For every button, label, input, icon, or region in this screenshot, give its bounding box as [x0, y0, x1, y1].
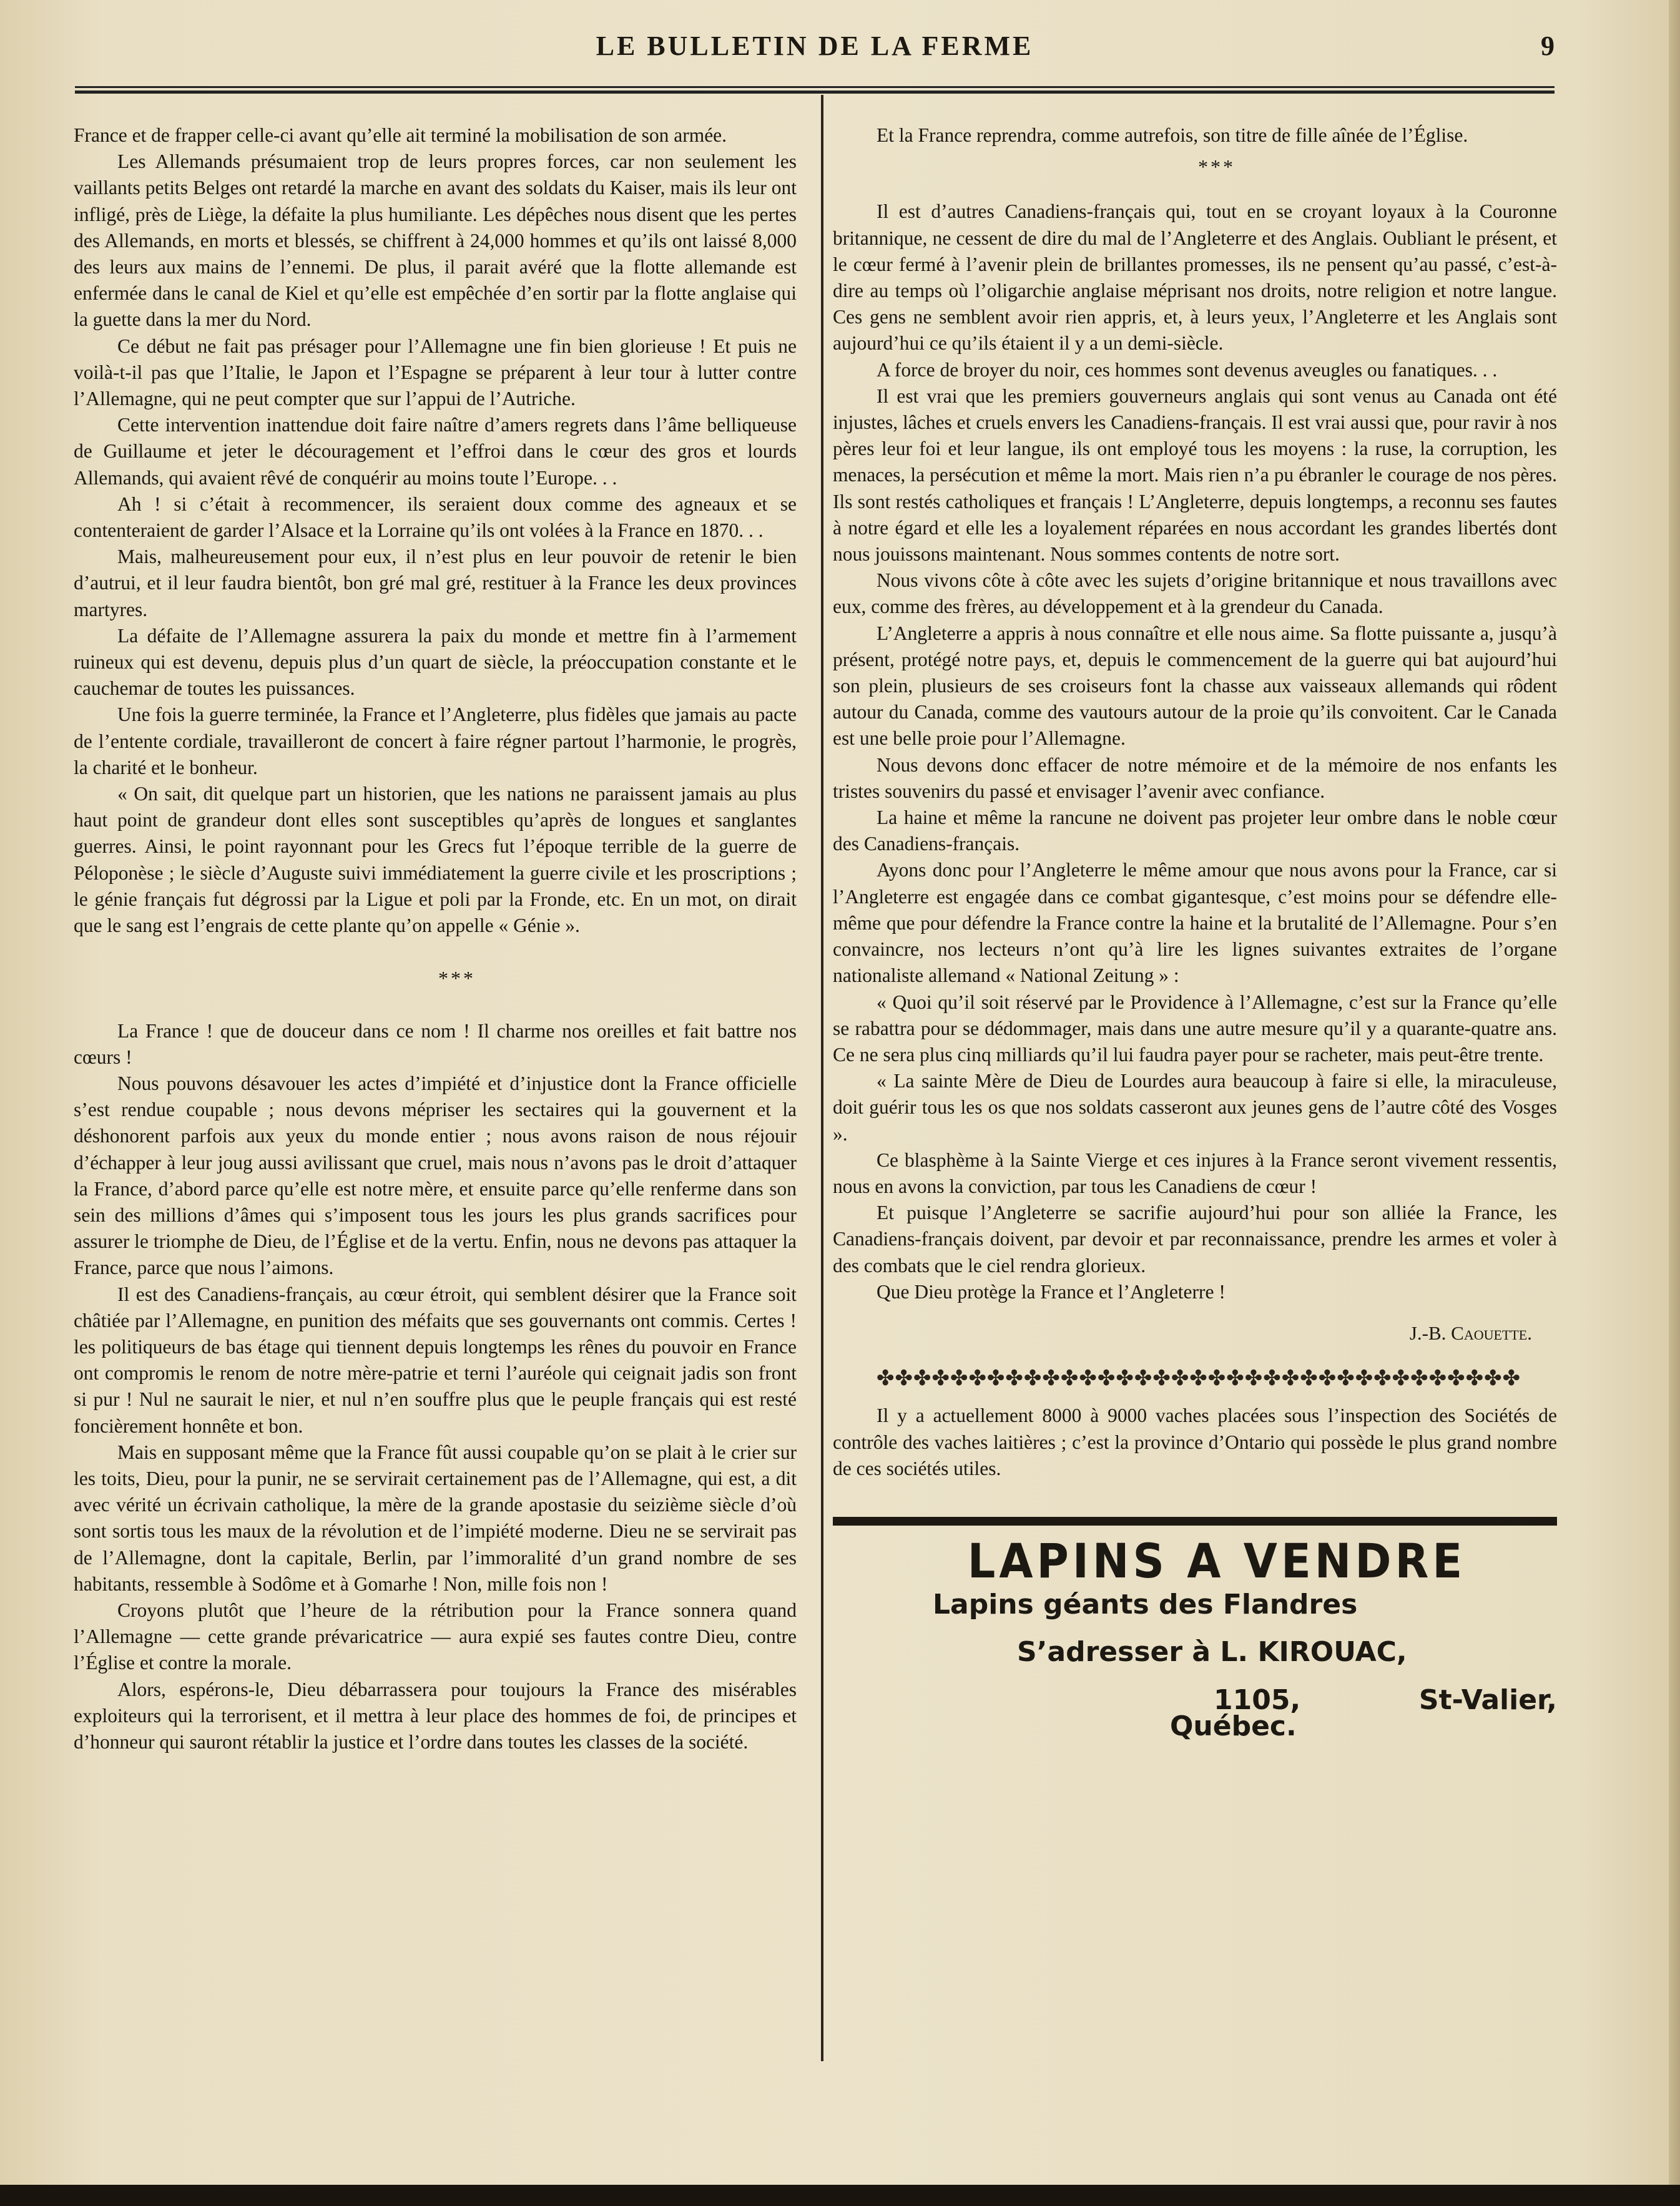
page-bottom-edge [0, 2185, 1680, 2206]
header-rule [75, 86, 1555, 94]
paragraph: Il est vrai que les premiers gouverneurs anglais qui sont venus au Canada ont été injustes, lâches et cruels envers les Canadiens-français. Il est vrai aussi que, pour ravir à nos pères leur foi et leur langue, ils ont employé tous les moyens : la ruse, la corruption, les menaces, la persécution et même la mort. Mais rien n’a pu ébranler le courage de nos pères. Ils sont restés catholiques et français ! L’Angleterre, depuis longtemps, a reconnu ses fautes à notre égard et elle les a loyalement réparées en nous accordant les grandes libertés dont nous jouissons maintenant. Nous sommes contents de notre sort. [833, 385, 1557, 566]
agriculture-note: Il y a actuellement 8000 à 9000 vaches placées sous l’inspection des Sociétés de contrôle des vaches laitières ; c’est la province d’Ontario qui possède le plus grand nombre de ces sociétés utiles. [833, 1404, 1557, 1479]
paragraph: Il est des Canadiens-français, au cœur étroit, qui semblent désirer que la France soit châtiée par l’Allemagne, en punition des méfaits que ses gouvernants ont commis. Certes ! les politiqueurs de bas étage qui tiennent depuis longtemps les rênes du pouvoir en France ont compromis le renom de notre mère-patrie et terni l’auréole qui ceignait jadis son front si pur ! Nul ne saurait le nier, et nul n’en souffre plus que le peuple français qui est resté foncièrement honnête et bon. [74, 1283, 797, 1437]
advertisement-line: 1105, St-Valier, Québec. [1170, 1684, 1557, 1742]
paragraph: L’Angleterre a appris à nous connaître et elle nous aime. Sa flotte puissante a, jusqu’à présent, protégé notre pays, et, depuis le commencement de la guerre qui bat aujourd’hui son plein, plusieurs de ses croiseurs font la chasse aux vaisseaux allemands qui rôdent autour du Canada, comme des vautours autour de la proie qu’ils convoitent. Car le Canada est une belle proie pour l’Allemagne. [833, 622, 1557, 750]
paragraph: Ayons donc pour l’Angleterre le même amour que nous avons pour la France, car si l’Angleterre est engagée dans ce combat gigantesque, c’est moins pour se défendre elle-même que pour défendre la France contre la haine et la brutalité de l’Allemagne. Pour s’en convaincre, nos lecteurs n’ont qu’à lire les lignes suivantes extraites de l’organe nationaliste allemand « National Zeitung » : [833, 859, 1557, 987]
paragraph: Ah ! si c’était à recommencer, ils seraient doux comme des agneaux et se contenteraient de garder l’Alsace et la Lorraine qu’ils ont volées à la France en 1870. . . [74, 493, 797, 542]
paragraph: Ce début ne fait pas présager pour l’Allemagne une fin bien glorieuse ! Et puis ne voilà-t-il pas que l’Italie, le Japon et l’Espagne se préparent à leur tour à lutter contre l’Allemagne, qui ne peut compter que sur l’appui de l’Autriche. [74, 335, 797, 410]
paragraph: Il est d’autres Canadiens-français qui, tout en se croyant loyaux à la Couronne britannique, ne cessent de dire du mal de l’Angleterre et des Anglais. Oubliant le présent, et le cœur fermé à l’avenir plein de brillantes promesses, ils ne pensent qu’au passé, c’est-à-dire au temps où l’oligarchie anglaise méprisant nos droits, notre religion et notre langue. Ces gens ne semblent avoir rien appris, et, à leurs yeux, l’Angleterre et les Anglais sont aujourd’hui ce qu’ils étaient il y a un demi-siècle. [833, 200, 1557, 355]
section-break-asterisks: *** [1198, 155, 1235, 179]
advertisement-line: S’adresser à L. KIROUAC, [1017, 1636, 1407, 1669]
paragraph: Croyons plutôt que l’heure de la rétribution pour la France sonnera quand l’Allemagne — cette grande prévaricatrice — aura expié ses fautes contre Dieu, contre l’Église et contre la morale. [74, 1599, 797, 1674]
paragraph: Mais, malheureusement pour eux, il n’est plus en leur pouvoir de retenir le bien d’autrui, et il leur faudra bientôt, bon gré mal gré, restituer à la France les deux provinces martyres. [74, 546, 797, 620]
advertisement [833, 1526, 1557, 1740]
paragraph: « On sait, dit quelque part un historien, que les nations ne paraissent jamais au plus haut point de grandeur dont elles sont susceptibles qu’après de longues et sanglantes guerres. Ainsi, le point rayonnant pour les Grecs fut l’époque terrible de la guerre de Péloponèse ; le siècle d’Auguste suivi immédiatement la guerre civile et les proscriptions ; le génie français fut dégrossi par la Ligue et poli par la Fronde, etc. En un mot, on dirait que le sang est l’engrais de cette plante qu’on appelle « Génie ». [74, 783, 797, 937]
paragraph: A force de broyer du noir, ces hommes sont devenus aveugles ou fanatiques. . . [877, 358, 1498, 381]
advertisement-rule [833, 1517, 1557, 1526]
paragraph: La France ! que de douceur dans ce nom ! Il charme nos oreilles et fait battre nos cœurs ! [74, 1019, 797, 1068]
column-divider [821, 95, 823, 2061]
paragraph: « Quoi qu’il soit réservé par le Providence à l’Allemagne, c’est sur la France qu’elle se rabattra pour se dédommager, mais dans une autre mesure qu’il y a quarante-quatre ans. Ce ne sera plus cinq milliards qu’il lui faudra payer pour se racheter, mais peut-être trente. [833, 991, 1557, 1066]
paragraph: Les Allemands présumaient trop de leurs propres forces, car non seulement les vaillants petits Belges ont retardé la marche en avant des soldats du Kaiser, mais ils leur ont infligé, près de Liège, la défaite la plus humiliante. Les dépêches nous disent que les pertes des Allemands, en morts et blessés, se chiffrent à 24,000 hommes et qu’ils ont laissé 8,000 des leurs aux mains de l’ennemi. De plus, il parait avéré que la flotte allemande est enfermée dans le canal de Kiel et qu’elle est empêchée d’en sortir par la flotte anglaise qui la guette dans la mer du Nord. [74, 150, 797, 331]
paragraph: Nous pouvons désavouer les actes d’impiété et d’injustice dont la France officielle s’est rendue coupable ; nous devons mépriser les sectaires qui la gouvernent et la déshonorent parfois aux yeux du monde entier ; nous avons raison de nous réjouir d’échapper à leur joug aussi avilissant que cruel, mais nous n’avons pas le droit d’attaquer la France, d’abord parce qu’elle est notre mère, et ensuite parce qu’elle renferme dans son sein des millions d’âmes qui s’imposent tous les jours les plus grands sacrifices pour assurer le triomphe de Dieu, de l’Église et de la vertu. Enfin, nous ne devons pas attaquer la France, parce que nous l’aimons. [74, 1072, 797, 1279]
paragraph: Et puisque l’Angleterre se sacrifie aujourd’hui pour son alliée la France, les Canadiens-français doivent, par devoir et par reconnaissance, prendre les armes et voler à des combats que le ciel rendra glorieux. [833, 1202, 1557, 1277]
publication-title: LE BULLETIN DE LA FERME [596, 31, 1034, 61]
advertisement-title: LAPINS A VENDRE [967, 1533, 1466, 1589]
spacer [74, 939, 797, 965]
paragraph: La défaite de l’Allemagne assurera la paix du monde et mettre fin à l’armement ruineux qui est devenu, depuis plus d’un quart de siècle, la préoccupation constante et le cauchemar de toutes les puissances. [74, 624, 797, 700]
page-number: 9 [1541, 31, 1555, 61]
spacer [74, 992, 797, 1018]
paragraph: La haine et même la rancune ne doivent pas projeter leur ombre dans le noble cœur des Canadiens-français. [833, 806, 1557, 855]
paragraph: Une fois la guerre terminée, la France et l’Angleterre, plus fidèles que jamais au pacte de l’entente cordiale, travailleront de concert à faire régner partout l’harmonie, le progrès, la charité et le bonheur. [74, 703, 797, 778]
advertisement-line: Lapins géants des Flandres [933, 1589, 1358, 1621]
paragraph: Mais en supposant même que la France fût aussi coupable qu’on se plait à le crier sur les toits, Dieu, pour la punir, ne se servirait certainement pas de l’Allemagne, qui est, a dit avec vérité un écrivain catholique, la mère de la grande apostasie du seizième siècle d’où sont sortis tous les maux de la révolution et de l’impiété moderne. Dieu ne se servirait pas de l’Allemagne, dont la capitale, Berlin, par l’immoralité d’un grand nombre de ses habitants, ressemble à Sodôme et à Gomarhe ! Non, mille fois non ! [74, 1441, 797, 1595]
paragraph: Et la France reprendra, comme autrefois, son titre de fille aînée de l’Église. [877, 124, 1468, 146]
paragraph: Alors, espérons-le, Dieu débarrassera pour toujours la France des misérables exploiteurs qui la terrorisent, et il mettra à leur place des hommes de foi, de principes et d’honneur qui sauront rétablir la justice et l’ordre dans toutes les classes de la société. [74, 1678, 797, 1753]
section-break-asterisks: *** [438, 967, 476, 990]
ornamental-border: ✤✤✤✤✤✤✤✤✤✤✤✤✤✤✤✤✤✤✤✤✤✤✤✤✤✤✤✤✤✤✤✤✤✤✤ [877, 1366, 1521, 1391]
paragraph: Cette intervention inattendue doit faire naître d’amers regrets dans l’âme belliqueuse de Guillaume et jeter le découragement et l’effroi dans le cœur des gros et lourds Allemands, qui avaient rêvé de conquérir au moins toute l’Europe. . . [74, 414, 797, 489]
page-header [75, 30, 1555, 67]
paragraph: France et de frapper celle-ci avant qu’elle ait terminé la mobilisation de son armée. [74, 124, 727, 146]
left-column [74, 122, 797, 1755]
paragraph: Nous vivons côte à côte avec les sujets d’origine britannique et nous travaillons avec eux, comme des frères, au développement et à la grendeur du Canada. [833, 569, 1557, 618]
paragraph: Que Dieu protège la France et l’Angleterre ! [877, 1280, 1226, 1303]
author-signature: J.-B. Caouette. [1409, 1321, 1532, 1344]
paragraph: Ce blasphème à la Sainte Vierge et ces injures à la France seront vivement ressentis, nous en avons la conviction, par tous les Canadiens de cœur ! [833, 1149, 1557, 1197]
right-column [833, 122, 1557, 1740]
paragraph: Nous devons donc effacer de notre mémoire et de la mémoire de nos enfants les tristes souvenirs du passé et envisager l’avenir avec confiance. [833, 753, 1557, 802]
paragraph: « La sainte Mère de Dieu de Lourdes aura beaucoup à faire si elle, la miraculeuse, doit guérir tous les os que nos soldats casseront aux jeunes gens de l’autre côté des Vosges ». [833, 1070, 1557, 1145]
page-edge-shadow [1669, 0, 1680, 2185]
